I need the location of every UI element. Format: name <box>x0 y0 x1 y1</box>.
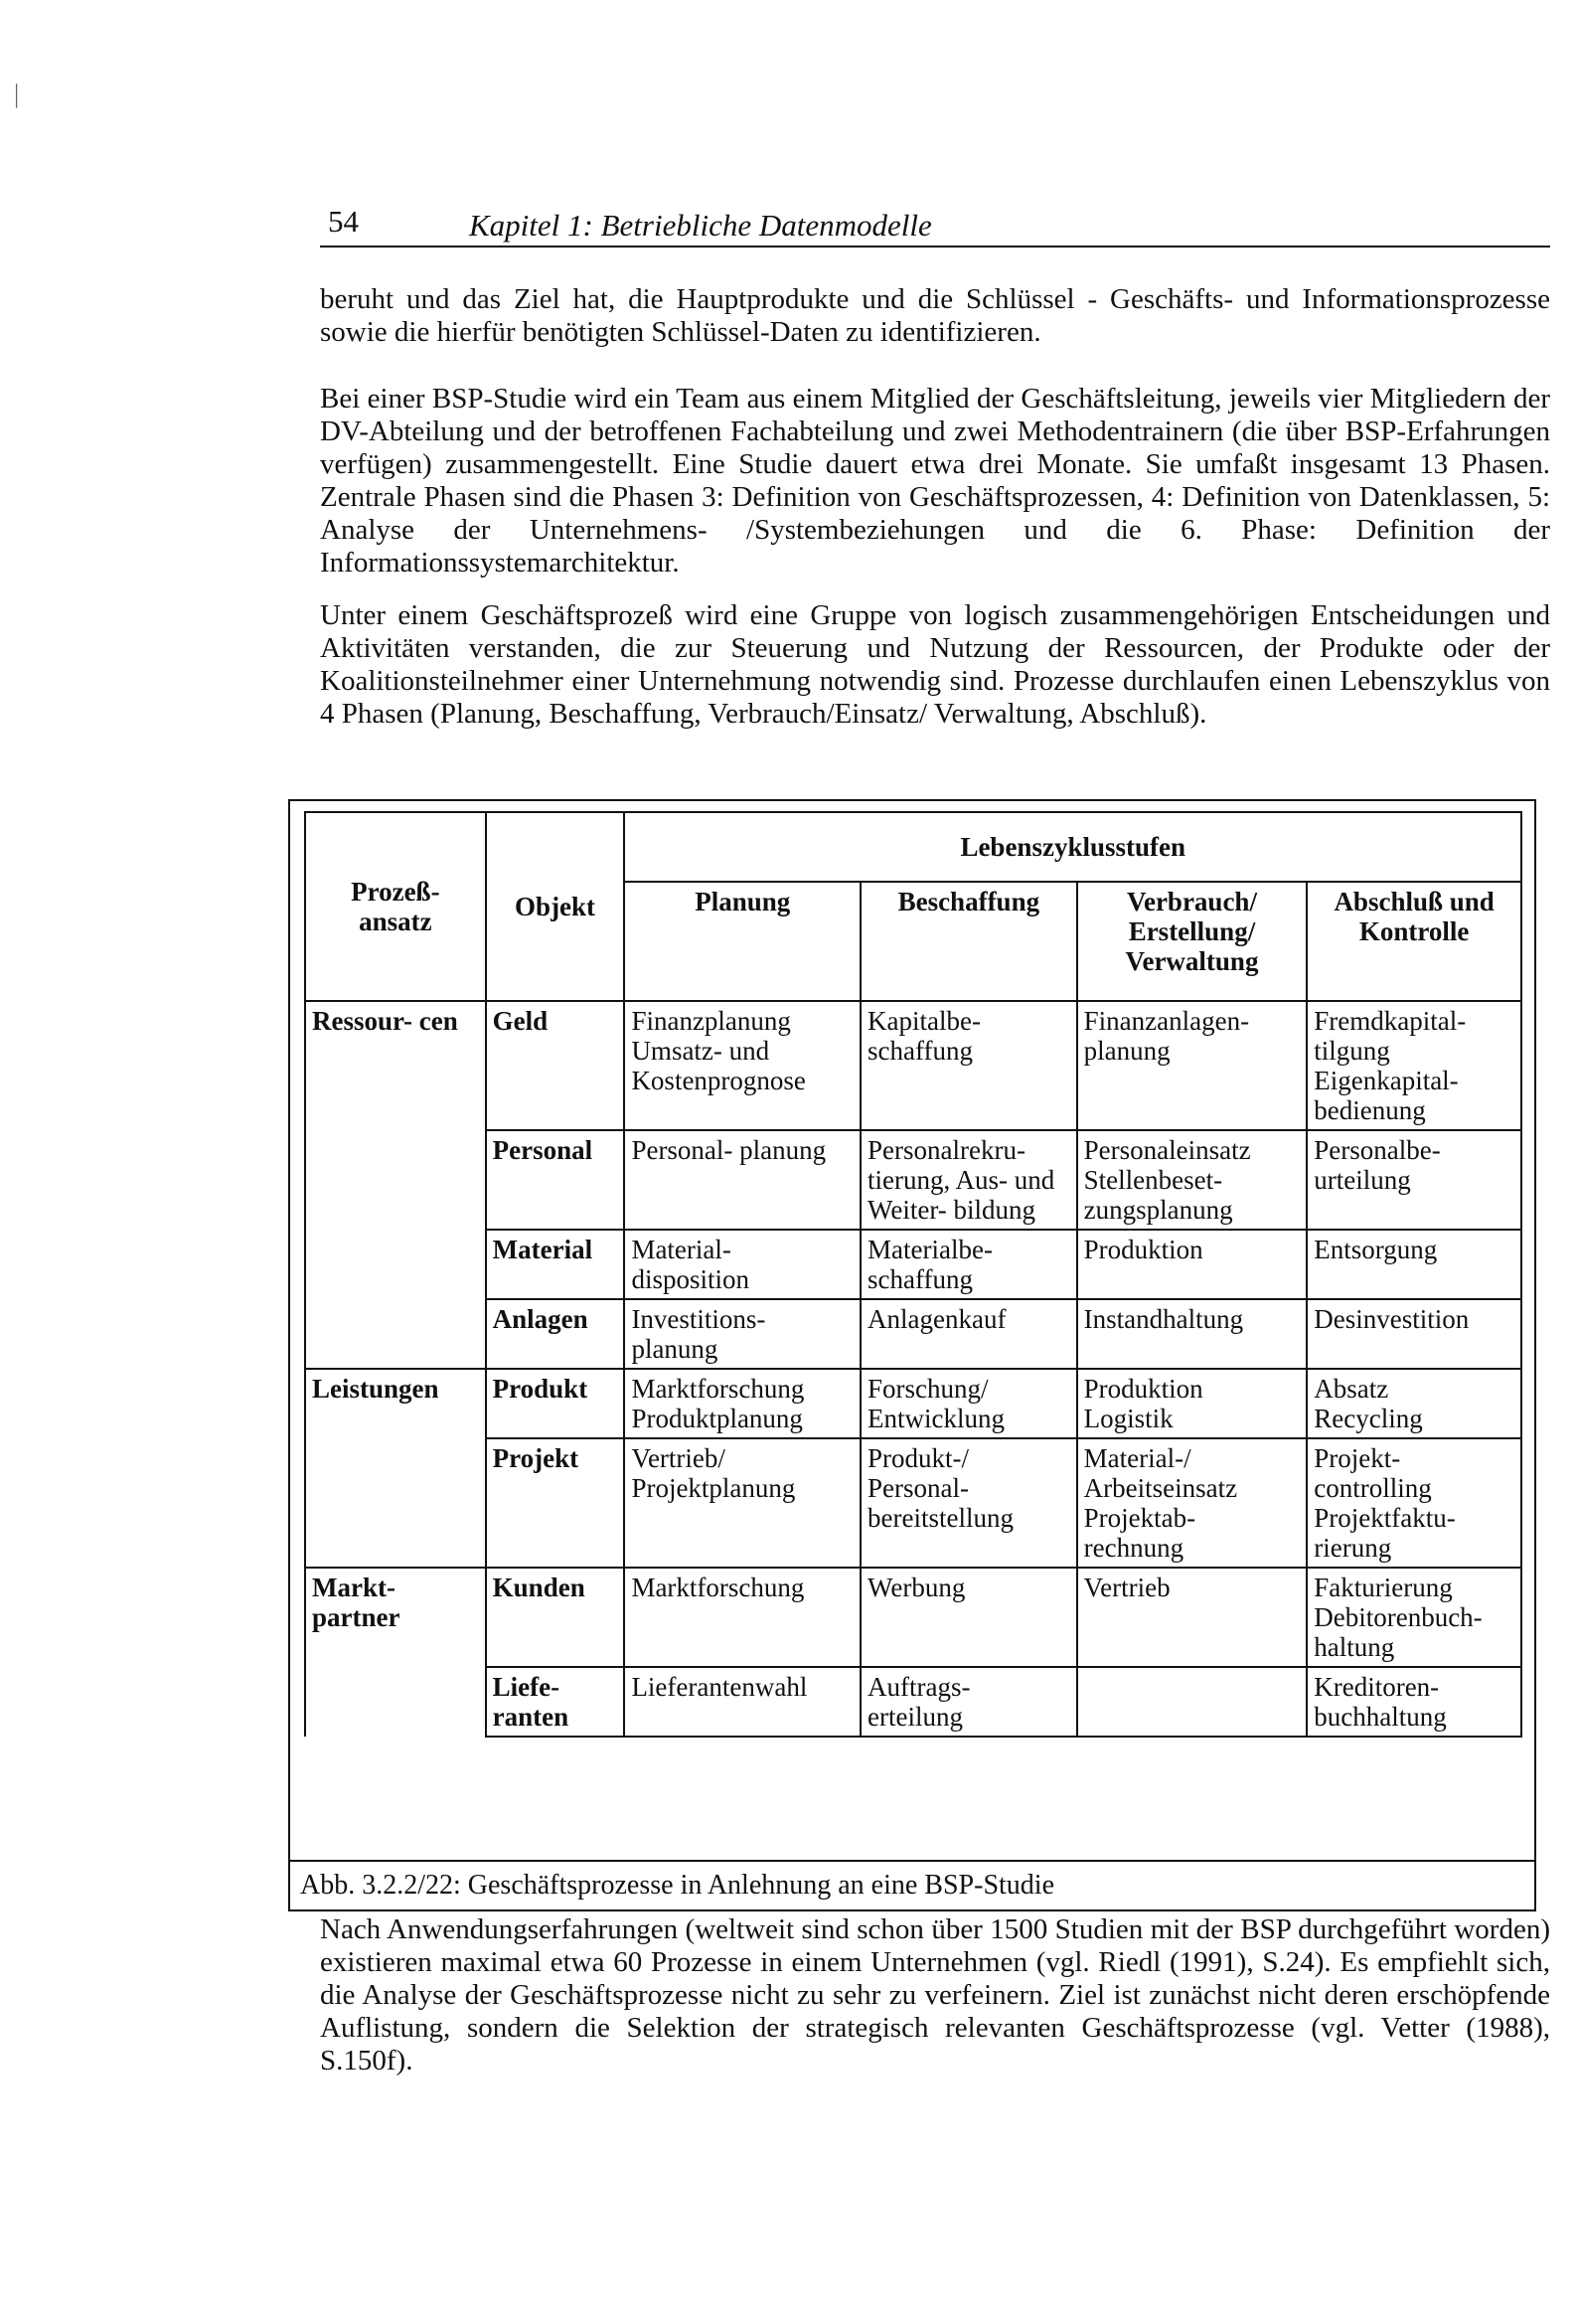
beschaffung-entry: Personalrekru- tierung, Aus- und Weiter- bildung <box>867 1135 1055 1225</box>
header-verbrauch: Verbrauch/ Erstellung/ Verwaltung <box>1077 882 1308 1001</box>
object-cell: Projekt <box>486 1438 625 1568</box>
abschluss-entry: Debitorenbuch- haltung <box>1314 1602 1483 1662</box>
beschaffung-cell <box>861 1369 1077 1438</box>
abschluss-cell <box>1307 1369 1521 1438</box>
object-cell: Geld <box>486 1001 625 1130</box>
beschaffung-cell <box>861 1438 1077 1568</box>
planung-cell <box>624 1130 861 1230</box>
planung-cell <box>624 1438 861 1568</box>
table-row <box>305 1667 1521 1737</box>
verbrauch-cell <box>1077 1130 1308 1230</box>
figure-caption: Abb. 3.2.2/22: Geschäftsprozesse in Anlehnung an eine BSP-Studie <box>300 1870 1055 1901</box>
planung-entry: Vertrieb/ Projektplanung <box>631 1443 796 1503</box>
abschluss-entry: Eigenkapital- bedienung <box>1314 1066 1459 1125</box>
header-lebenszyklusstufen: Lebenszyklusstufen <box>624 812 1521 882</box>
planung-entry: Material- disposition <box>631 1235 749 1294</box>
page-number: 54 <box>328 204 359 239</box>
planung-cell <box>624 1369 861 1438</box>
abschluss-entry: Absatz <box>1314 1374 1389 1404</box>
beschaffung-cell <box>861 1568 1077 1667</box>
abschluss-cell <box>1307 1001 1521 1130</box>
table-row <box>305 1230 1521 1299</box>
object-cell: Kunden <box>486 1568 625 1667</box>
verbrauch-entry: Stellenbeset- zungsplanung <box>1083 1165 1233 1225</box>
planung-entry: Marktforschung <box>631 1374 805 1404</box>
verbrauch-cell <box>1077 1001 1308 1130</box>
object-cell: Liefe- ranten <box>486 1667 625 1737</box>
paragraph-1: beruht und das Ziel hat, die Hauptprodukte und die Schlüssel - Geschäfts- und Informationsprozesse sowie die hierfür benötigten Schlüssel-Daten zu identifizieren. <box>320 283 1550 348</box>
planung-entry: Lieferantenwahl <box>631 1672 808 1702</box>
paragraph-3: Unter einem Geschäftsprozeß wird eine Gruppe von logisch zusammengehörigen Entscheidungen und Aktivitäten verstanden, die zur Steuerung und Nutzung der Ressourcen, der Produkte oder der Koalitionsteilnehmer einer Unternehmung notwendig sind. Prozesse durchlaufen einen Lebenszyklus von 4 Phasen (Planung, Beschaffung, Verbrauch/Einsatz/ Verwaltung, Abschluß). <box>320 599 1550 730</box>
abschluss-entry: Recycling <box>1314 1404 1423 1433</box>
verbrauch-entry: Finanzanlagen- planung <box>1083 1006 1250 1066</box>
verbrauch-cell <box>1077 1667 1308 1737</box>
caption-divider <box>290 1860 1534 1862</box>
header-beschaffung: Beschaffung <box>861 882 1077 1001</box>
verbrauch-cell <box>1077 1369 1308 1438</box>
abschluss-entry: Kreditoren- buchhaltung <box>1314 1672 1447 1732</box>
table-row <box>305 1438 1521 1568</box>
verbrauch-entry: Produktion <box>1083 1374 1203 1404</box>
verbrauch-entry: Personaleinsatz <box>1083 1135 1251 1165</box>
process-group-cell: Leistungen <box>305 1369 486 1568</box>
beschaffung-entry: Materialbe- schaffung <box>867 1235 993 1294</box>
beschaffung-entry: Kapitalbe- schaffung <box>867 1006 981 1066</box>
verbrauch-cell <box>1077 1438 1308 1568</box>
scan-margin-mark: | <box>14 80 20 108</box>
planung-cell <box>624 1230 861 1299</box>
abschluss-entry: Entsorgung <box>1314 1235 1438 1264</box>
header-planung: Planung <box>624 882 861 1001</box>
beschaffung-cell <box>861 1299 1077 1369</box>
beschaffung-entry: Anlagenkauf <box>867 1304 1007 1334</box>
abschluss-entry: Projektfaktu- rierung <box>1314 1503 1456 1563</box>
verbrauch-cell <box>1077 1230 1308 1299</box>
paragraph-2: Bei einer BSP-Studie wird ein Team aus einem Mitglied der Geschäftsleitung, jeweils vier Mitgliedern der DV-Abteilung und der betroffenen Fachabteilung und zwei Methodentrainern (die über BSP-Erfahrungen verfügen) zusammengestellt. Eine Studie dauert etwa drei Monate. Sie umfaßt insgesamt 13 Phasen. Zentrale Phasen sind die Phasen 3: Definition von Geschäftsprozessen, 4: Definition von Datenklassen, 5: Analyse der Unternehmens- /Systembeziehungen und die 6. Phase: Definition der Informationssystemarchitektur. <box>320 383 1550 579</box>
beschaffung-cell <box>861 1130 1077 1230</box>
object-cell: Personal <box>486 1130 625 1230</box>
abschluss-cell <box>1307 1438 1521 1568</box>
header-objekt: Objekt <box>486 812 625 1001</box>
planung-entry: Produktplanung <box>631 1404 803 1433</box>
abschluss-entry: Fremdkapital- tilgung <box>1314 1006 1467 1066</box>
planung-entry: Investitions- planung <box>631 1304 766 1364</box>
verbrauch-entry: Logistik <box>1083 1404 1174 1433</box>
table-row <box>305 1299 1521 1369</box>
abschluss-cell <box>1307 1230 1521 1299</box>
planung-cell <box>624 1667 861 1737</box>
planung-cell <box>624 1568 861 1667</box>
figure-frame <box>288 799 1536 1911</box>
header-prozessansatz: Prozeß- ansatz <box>305 812 486 1001</box>
planung-cell <box>624 1001 861 1130</box>
planung-entry: Marktforschung <box>631 1573 805 1602</box>
beschaffung-entry: Werbung <box>867 1573 966 1602</box>
beschaffung-entry: Produkt-/ Personal- bereitstellung <box>867 1443 1014 1533</box>
running-title: Kapitel 1: Betriebliche Datenmodelle <box>469 208 932 243</box>
table-row <box>305 1130 1521 1230</box>
verbrauch-entry: Material-/ Arbeitseinsatz <box>1083 1443 1238 1503</box>
header-abschluss: Abschluß und Kontrolle <box>1307 882 1521 1001</box>
table-row <box>305 1001 1521 1130</box>
beschaffung-cell <box>861 1667 1077 1737</box>
process-group-cell: Markt- partner <box>305 1568 486 1737</box>
abschluss-cell <box>1307 1130 1521 1230</box>
verbrauch-cell <box>1077 1299 1308 1369</box>
abschluss-cell <box>1307 1667 1521 1737</box>
abschluss-entry: Projekt- controlling <box>1314 1443 1432 1503</box>
table-header-row-1 <box>305 812 1521 882</box>
beschaffung-cell <box>861 1001 1077 1130</box>
verbrauch-entry: Instandhaltung <box>1083 1304 1244 1334</box>
object-cell: Anlagen <box>486 1299 625 1369</box>
verbrauch-cell <box>1077 1568 1308 1667</box>
bsp-process-table <box>304 811 1522 1738</box>
table-row <box>305 1369 1521 1438</box>
verbrauch-entry: Projektab- rechnung <box>1083 1503 1196 1563</box>
beschaffung-entry: Forschung/ Entwicklung <box>867 1374 1006 1433</box>
paragraph-4: Nach Anwendungserfahrungen (weltweit sind schon über 1500 Studien mit der BSP durchgeführt worden) existieren maximal etwa 60 Prozesse in einem Unternehmen (vgl. Riedl (1991), S.24). Es empfiehlt sich, die Analyse der Geschäftsprozesse nicht zu sehr zu verfeinern. Ziel ist zunächst nicht deren erschöpfende Auflistung, sondern die Selektion der strategisch relevanten Geschäftsprozesse (vgl. Vetter (1988), S.150f). <box>320 1913 1550 2076</box>
beschaffung-cell <box>861 1230 1077 1299</box>
planung-entry: Finanzplanung <box>631 1006 791 1036</box>
abschluss-cell <box>1307 1568 1521 1667</box>
verbrauch-entry: Vertrieb <box>1083 1573 1171 1602</box>
abschluss-entry: Desinvestition <box>1314 1304 1470 1334</box>
object-cell: Material <box>486 1230 625 1299</box>
page-header <box>320 202 1550 248</box>
abschluss-cell <box>1307 1299 1521 1369</box>
planung-entry: Personal- planung <box>631 1135 827 1165</box>
object-cell: Produkt <box>486 1369 625 1438</box>
planung-cell <box>624 1299 861 1369</box>
abschluss-entry: Fakturierung <box>1314 1573 1453 1602</box>
abschluss-entry: Personalbe- urteilung <box>1314 1135 1441 1195</box>
table-body <box>305 1001 1521 1737</box>
verbrauch-entry: Produktion <box>1083 1235 1203 1264</box>
table-row <box>305 1568 1521 1667</box>
planung-entry: Umsatz- und Kostenprognose <box>631 1036 806 1095</box>
process-group-cell: Ressour- cen <box>305 1001 486 1369</box>
beschaffung-entry: Auftrags- erteilung <box>867 1672 971 1732</box>
